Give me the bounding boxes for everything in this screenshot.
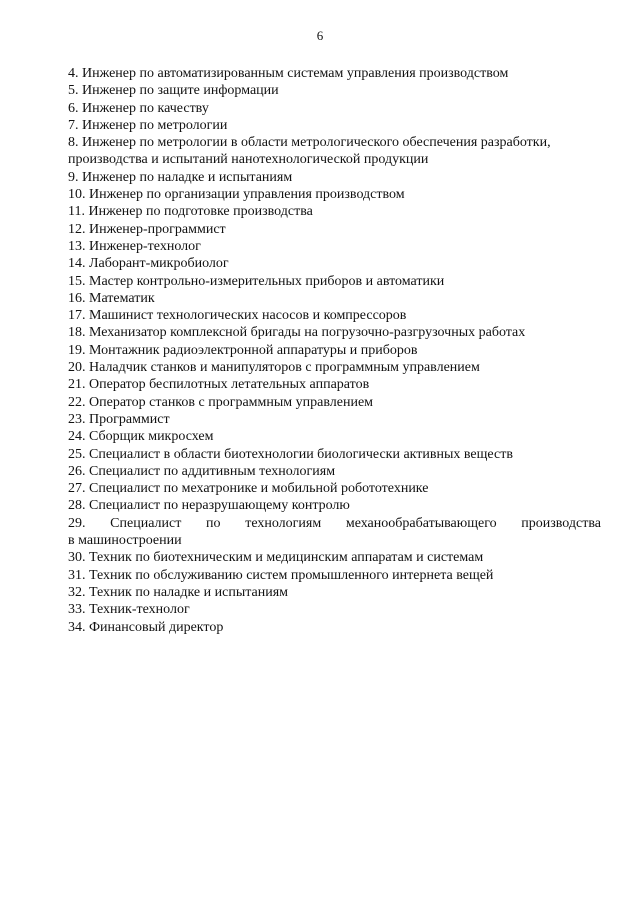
list-item: 18. Механизатор комплексной бригады на погрузочно-разгрузочных работах: [68, 325, 526, 341]
list-item: 31. Техник по обслуживанию систем промышленного интернета вещей: [68, 567, 494, 583]
profession-list: [68, 65, 601, 636]
list-item: 4. Инженер по автоматизированным системам управления производством: [68, 66, 509, 81]
list-item: 20. Наладчик станков и манипуляторов с программным управлением: [68, 360, 480, 376]
list-item: 22. Оператор станков с программным управлением: [68, 394, 374, 410]
list-item: 24. Сборщик микросхем: [68, 429, 214, 445]
list-item: 23. Программист: [68, 411, 170, 427]
list-item: 17. Машинист технологических насосов и компрессоров: [68, 308, 407, 324]
list-item: 27. Специалист по мехатронике и мобильной робототехнике: [68, 481, 429, 497]
list-item: 19. Монтажник радиоэлектронной аппаратуры и приборов: [68, 342, 418, 358]
list-item: 14. Лаборант-микробиолог: [68, 256, 229, 272]
list-item: 12. Инженер-программист: [68, 221, 226, 237]
list-item: 21. Оператор беспилотных летательных аппаратов: [68, 377, 370, 393]
list-item: 30. Техник по биотехническим и медицинским аппаратам и системам: [68, 550, 484, 566]
list-item: 33. Техник-технолог: [68, 602, 190, 618]
list-item: 32. Техник по наладке и испытаниям: [68, 584, 289, 600]
list-item: 25. Специалист в области биотехнологии биологически активных веществ: [68, 446, 513, 462]
list-item: 28. Специалист по неразрушающему контролю: [68, 498, 350, 514]
list-item: 7. Инженер по метрологии: [68, 117, 228, 133]
list-item: 6. Инженер по качеству: [68, 100, 209, 116]
list-item-continuation: в машиностроении: [68, 533, 182, 549]
page-number: 6: [316, 28, 324, 43]
list-item: 29. Специалист по технологиям механообрабатывающего производства: [68, 515, 601, 531]
list-item: 10. Инженер по организации управления производством: [68, 187, 405, 203]
list-item: 15. Мастер контрольно-измерительных приборов и автоматики: [68, 273, 445, 289]
list-item: 16. Математик: [68, 290, 155, 306]
list-item: 8. Инженер по метрологии в области метрологического обеспечения разработки, производства и испытаний нанотехнологической продукции: [68, 135, 551, 168]
list-item: 34. Финансовый директор: [68, 619, 224, 635]
list-item: 26. Специалист по аддитивным технологиям: [68, 463, 336, 479]
list-item: 9. Инженер по наладке и испытаниям: [68, 169, 293, 185]
list-item: 13. Инженер-технолог: [68, 238, 201, 254]
list-item: 5. Инженер по защите информации: [68, 83, 279, 99]
list-item: 11. Инженер по подготовке производства: [68, 204, 313, 220]
